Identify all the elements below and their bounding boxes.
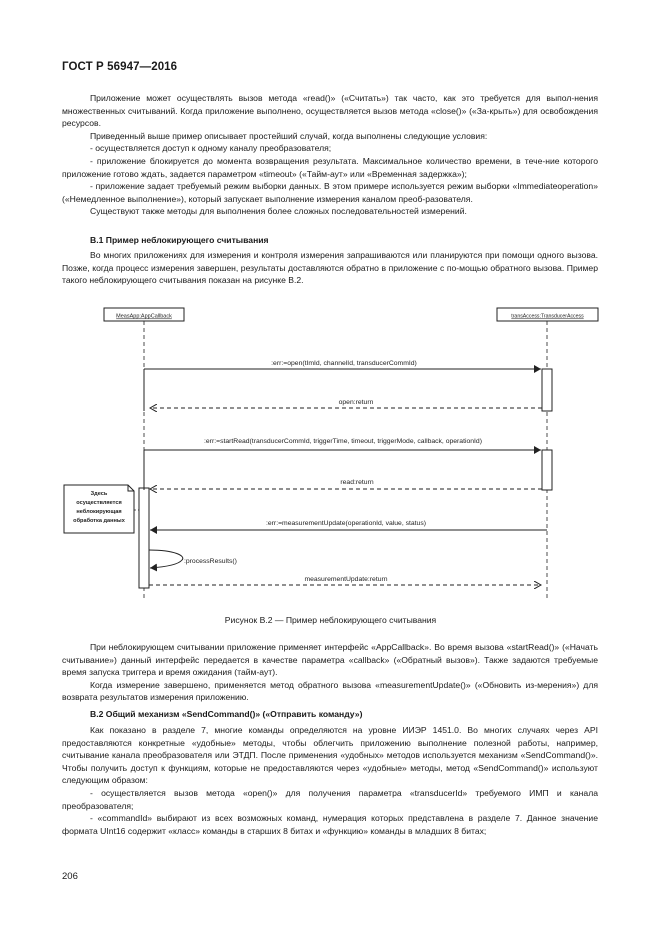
note-line-3: неблокирующая [76, 509, 122, 515]
list-item: - «commandId» выбирают из всех возможных команд, нумерация которых представлена в разделе 7. Данное значение формата UInt16 содержит «класс» команды в старших 8 битах и «функцию» команды в младших 8 битах; [62, 813, 598, 836]
note-line-4: обработка данных [73, 518, 125, 524]
page-number: 206 [62, 871, 78, 882]
list-item: - приложение блокируется до момента возвращения результата. Максимальное количество времени, в тече-ние которого приложение готово ждать, задается параметром «timeout» («Тайм-аут» или «Временная задержка»); [62, 155, 598, 179]
figure-caption: Рисунок В.2 — Пример неблокирующего считывания [224, 615, 437, 625]
note-line-2: осуществляется [76, 500, 122, 506]
message-measurement-update-label: :err:=measurementUpdate(operationId, value, status) [266, 520, 426, 527]
message-open-return-label: open:return [338, 399, 374, 406]
message-process-results-label: :processResults() [184, 558, 237, 565]
paragraph: Когда измерение завершено, применяется метод обратного вызова «measurementUpdate()» («Обновить из-мерения») для возврата результатов измерения приложению. [62, 679, 598, 703]
list-item: - осуществляется доступ к одному каналу преобразователя; [90, 143, 332, 154]
message-measurement-return-label: measurementUpdate:return [304, 576, 388, 583]
message-process-results [149, 550, 183, 568]
paragraph: При неблокирующем считывании приложение применяет интерфейс «AppCallback». Во время вызова «startRead()» («Начать считывание») данный интерфейс передается в качестве параметра «callback» («Обратный вызов»). Также задаются требуемые время запуска триггера и время ожидания (тайм-аут). [62, 642, 598, 678]
message-start-read-label: :err:=startRead(transducerCommId, triggerTime, timeout, triggerMode, callback, operationId) [204, 438, 482, 445]
paragraph: Приведенный выше пример описывает простейший случай, когда выполнены следующие условия: [90, 130, 488, 141]
message-open-label: :err:=open(tImId, channelId, transducerCommId) [271, 360, 417, 367]
list-item: - приложение задает требуемый режим выборки данных. В этом примере используется режим выборки «Immediateoperation» («Немедленное выполнение»), который запускает выполнение измерения каналом преоб-разователя. [62, 181, 598, 204]
document-header: ГОСТ Р 56947—2016 [62, 61, 178, 73]
paragraph: Как показано в разделе 7, многие команды определяются на уровне ИИЭР 1451.0. Во многих случаях через API предоставляются конкретные «удобные» методы, чтобы облегчить приложению выполнение полезной работы, например, считывание канала преобразователя или ЭТДП. После применения «удобных» методов используется механизм «SendCommand()». Чтобы получить доступ к функциям, которые не предоставляются через «удобные» методы, метод «SendCommand()» используют следующим образом: [62, 725, 598, 786]
activation-right-1 [542, 369, 552, 411]
message-read-return-label: read:return [340, 479, 374, 486]
paragraph: Приложение может осуществлять вызов метода «read()» («Считать») так часто, как это требуется для выпол-нения множественных считываний. Когда приложение выполнено, осуществляется вызов метода «close()» («За-крыть») для освобождения ресурсов. [62, 93, 598, 129]
note-line-1: Здесь [90, 491, 108, 497]
section-title-b1: В.1 Пример неблокирующего считывания [90, 235, 269, 245]
activation-right-2 [542, 450, 552, 490]
list-item: - осуществляется вызов метода «open()» для получения параметра «transducerId» требуемого ИМП и канала преобразователя; [62, 787, 598, 811]
left-lifeline-label: MeasApp:AppCallback [116, 313, 172, 320]
paragraph: Во многих приложениях для измерения и контроля измерения запрашиваются или планируются при помощи одного вызова. Позже, когда процесс измерения завершен, результаты доставляются обратно в приложение с по-мощью обратного вызова. Пример такого неблокирующего считывания показан на рисунке В.2. [62, 250, 598, 286]
after-figure-text [62, 641, 598, 704]
section-b2-text [62, 724, 598, 837]
section-title-b2: В.2 Общий механизм «SendCommand()» («Отправить команду») [90, 709, 363, 719]
right-lifeline-label: transAccess:TransducerAccess [511, 313, 584, 320]
activation-left [139, 488, 149, 588]
paragraph: Существуют также методы для выполнения более сложных последовательностей измерений. [90, 206, 467, 217]
